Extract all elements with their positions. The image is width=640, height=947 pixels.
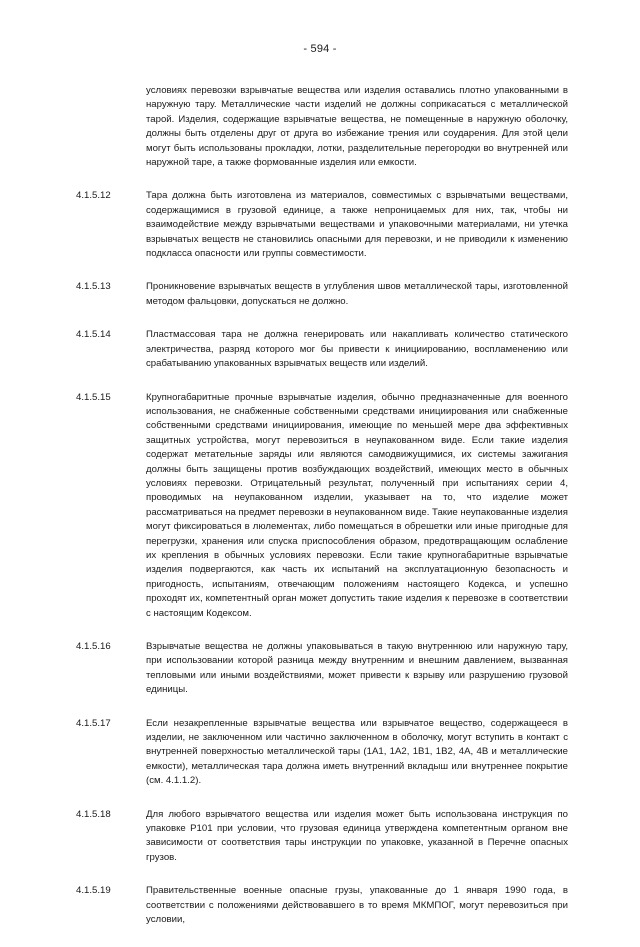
section-number: 4.1.5.19: [76, 885, 111, 897]
section-number: 4.1.5.12: [76, 190, 111, 202]
section-text: Для любого взрывчатого вещества или изделия может быть использована инструкция по упаковке P101 при условии, что грузовая единица утверждена компетентным органом вне зависимости от соответствия тары инструкции по упаковке, указанной в Перечне опасных грузов.: [146, 808, 568, 863]
section-number: 4.1.5.18: [76, 808, 111, 820]
section-text: Пластмассовая тара не должна генерировать или накапливать количество статического электричества, разряд которого мог бы привести к инициированию, воспламенению или срабатыванию упакованных взрывчатых веществ или изделий.: [146, 329, 568, 370]
section-text: Взрывчатые вещества не должны упаковываться в такую внутреннюю или наружную тару, при использовании которой разница между внутренним и внешним давлением, вызванная тепловыми или иными воздействиями, может привести к взрыву или разрушению грузовой единицы.: [146, 641, 568, 696]
document-body: [76, 84, 568, 947]
section-number: 4.1.5.16: [76, 641, 111, 652]
section-number: 4.1.5.15: [76, 391, 111, 403]
section-4-1-5-14: [76, 328, 568, 371]
page-number: - 594 -: [303, 43, 337, 55]
section-4-1-5-17: [76, 717, 568, 789]
section-4-1-5-12: [76, 189, 568, 261]
section-4-1-5-15: [76, 391, 568, 622]
section-text: Если незакрепленные взрывчатые вещества или взрывчатое вещество, содержащееся в изделии, не заключенном или частично заключенном в оболочку, могут вступить в контакт с внутренней поверхностью металлической тары (1A1, 1A2, 1B1, 1B2, 4A, 4B и металлические емкости), металлическая тара должна иметь внутренний вкладыш или внутреннее покрытие (см. 4.1.1.2).: [146, 717, 568, 787]
intro-paragraph: условиях перевозки взрывчатые вещества или изделия оставались плотно упакованными в наружную тару. Металлические части изделий не должны соприкасаться с металлической тарой. Изделия, содержащие взрывчатые вещества, не помещенные в наружную оболочку, должны быть отделены друг от друга во избежание трения или соударения. Для этой цели могут быть использованы прокладки, лотки, разделительные перегородки во внутренней или наружной таре, а также формованные изделия или емкости.: [146, 85, 568, 169]
section-4-1-5-16: [76, 640, 568, 698]
section-number: 4.1.5.13: [76, 281, 111, 293]
section-number: 4.1.5.14: [76, 329, 111, 341]
section-4-1-5-18: [76, 808, 568, 866]
section-4-1-5-13: [76, 280, 568, 309]
section-number: 4.1.5.17: [76, 717, 111, 729]
section-text: Правительственные военные опасные грузы, упакованные до 1 января 1990 года, в соответствии с положениями действовавшего в то время МКМПОГ, могут перевозиться при условии,: [146, 885, 568, 926]
section-text: Проникновение взрывчатых веществ в углубления швов металлической тары, изготовленной методом фальцовки, допускаться не должно.: [146, 281, 568, 307]
section-text: Крупногабаритные прочные взрывчатые изделия, обычно предназначенные для военного использования, не снабженные собственными средствами инициирования или снабженные собственными средствами инициирования, имеющие по меньшей мере два эффективных защитных устройства, могут перевозиться в неупакованном виде. Если такие изделия содержат метательные заряды или являются самодвижущимися, их системы зажигания должны быть защищены против возбуждающих воздействий, имеющих место в обычных условиях перевозки. Отрицательный результат, полученный при испытаниях серии 4, проводимых на неупакованном изделии, указывает на то, что изделие может рассматриваться на предмет перевозки в неупакованном виде. Такие неупакованные изделия могут фиксироваться в люлементах, либо помещаться в обрешетки или иные пригодные для перегрузки, хранения или спуска приспособления образом, предотвращающим ослабление их крепления в обычных условиях перевозки. Если такие крупногабаритные взрывчатые изделия подвергаются, как часть их испытаний на эксплуатационную безопасность и пригодность, испытаниям, отвечающим положениям настоящего Кодекса, и успешно проходят их, компетентный орган может допустить такие изделия к перевозке в соответствии с настоящим Кодексом.: [146, 391, 568, 619]
section-text: Тара должна быть изготовлена из материалов, совместимых с взрывчатыми веществами, содержащимися в грузовой единице, а также непроницаемых для них, так, чтобы ни взаимодействие между взрывчатыми веществами и упаковочными материалами, ни утечка взрывчатых веществ не становились опасными для перевозки, и не приводили к изменению подкласса опасности или группы совместимости.: [146, 190, 568, 260]
section-4-1-5-19: [76, 884, 568, 927]
